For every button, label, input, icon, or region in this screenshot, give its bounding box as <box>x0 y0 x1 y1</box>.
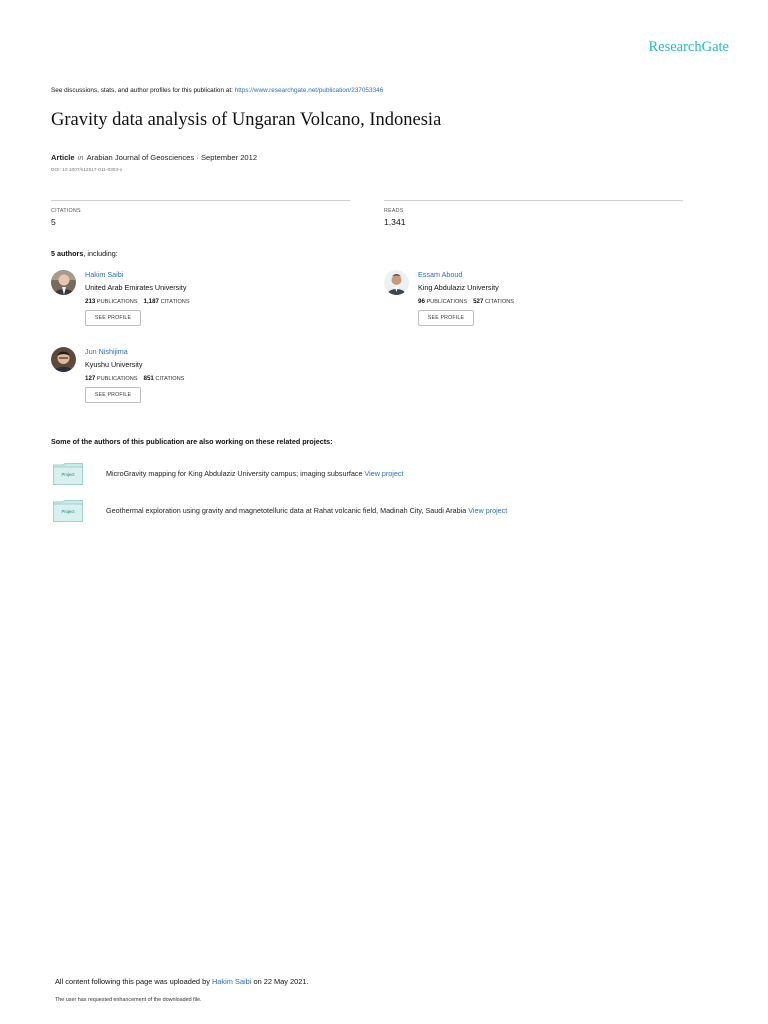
author-name-link[interactable]: Hakim Saibi <box>85 270 124 279</box>
citations-count: 1,187 <box>143 298 159 305</box>
author-stats <box>85 375 184 382</box>
upload-suffix: on 22 May 2021. <box>253 977 309 986</box>
publications-count: 96 <box>418 298 425 305</box>
author-name-link[interactable]: Jun Nishijima <box>85 347 128 356</box>
project-description <box>106 506 507 515</box>
citations-count: 527 <box>473 298 484 305</box>
reads-stat <box>384 200 683 227</box>
view-project-link[interactable]: View project <box>468 506 508 515</box>
author-name-link[interactable]: Essam Aboud <box>418 270 463 279</box>
view-project-link[interactable]: View project <box>364 469 404 478</box>
citations-label: CITATIONS <box>51 208 81 214</box>
uploader-link[interactable]: Hakim Saibi <box>211 977 252 986</box>
avatar[interactable] <box>384 270 409 295</box>
citations-value: 5 <box>51 217 56 227</box>
enhancement-note: The user has requested enhancement of the downloaded file. <box>55 997 202 1003</box>
reads-value: 1,341 <box>384 217 406 227</box>
upload-prefix: All content following this page was uploaded by <box>55 977 210 986</box>
publication-meta <box>51 153 257 162</box>
avatar[interactable] <box>51 270 76 295</box>
researchgate-logo[interactable]: ResearchGate <box>648 39 729 55</box>
citations-label: CITATIONS <box>160 299 190 305</box>
author-institution: King Abdulaziz University <box>418 283 499 292</box>
doi-text: DOI: 10.1007/s12517-011-0303-x <box>51 168 123 173</box>
publication-type: Article <box>51 153 75 162</box>
authors-suffix: , including: <box>83 249 118 258</box>
authors-count: 5 authors <box>51 249 84 258</box>
authors-heading <box>51 249 118 258</box>
project-title: Geothermal exploration using gravity and magnetotelluric data at Rahat volcanic field, Madinah City, Saudi Arabia <box>106 506 467 515</box>
author-card-essam-aboud <box>384 270 684 340</box>
see-profile-button[interactable]: SEE PROFILE <box>85 310 141 326</box>
discussion-text: See discussions, stats, and author profiles for this publication at: <box>51 87 233 94</box>
author-institution: Kyushu University <box>85 360 143 369</box>
project-icon-label: Project <box>61 509 75 514</box>
related-project-item <box>53 463 733 485</box>
related-projects-heading: Some of the authors of this publication are also working on these related projects: <box>51 437 333 446</box>
project-title: MicroGravity mapping for King Abdulaziz University campus; imaging subsurface <box>106 469 363 478</box>
author-stats <box>85 298 190 305</box>
publications-count: 213 <box>85 298 96 305</box>
reads-label: READS <box>384 208 404 214</box>
page-title: Gravity data analysis of Ungaran Volcano, Indonesia <box>51 110 442 130</box>
project-icon-label: Project <box>61 472 75 477</box>
author-stats <box>418 298 514 305</box>
author-card-hakim-saibi <box>51 270 351 340</box>
publications-label: PUBLICATIONS <box>96 376 138 382</box>
in-label: in <box>77 153 84 162</box>
citations-label: CITATIONS <box>484 299 514 305</box>
project-description <box>106 469 404 478</box>
avatar[interactable] <box>51 347 76 372</box>
project-folder-icon <box>53 463 83 485</box>
discussion-line <box>51 87 383 94</box>
citations-label: CITATIONS <box>155 376 185 382</box>
publications-count: 127 <box>85 375 96 382</box>
author-institution: United Arab Emirates University <box>85 283 187 292</box>
citations-stat <box>51 200 350 227</box>
publications-label: PUBLICATIONS <box>426 299 468 305</box>
see-profile-button[interactable]: SEE PROFILE <box>418 310 474 326</box>
journal-date: Arabian Journal of Geosciences · September 2012 <box>86 153 258 162</box>
author-card-jun-nishijima <box>51 347 351 417</box>
project-folder-icon <box>53 500 83 522</box>
publication-url-link[interactable]: https://www.researchgate.net/publication/237053346 <box>234 87 384 94</box>
citations-count: 851 <box>143 375 154 382</box>
publications-label: PUBLICATIONS <box>96 299 138 305</box>
upload-info <box>55 977 309 986</box>
see-profile-button[interactable]: SEE PROFILE <box>85 387 141 403</box>
related-project-item <box>53 500 733 522</box>
